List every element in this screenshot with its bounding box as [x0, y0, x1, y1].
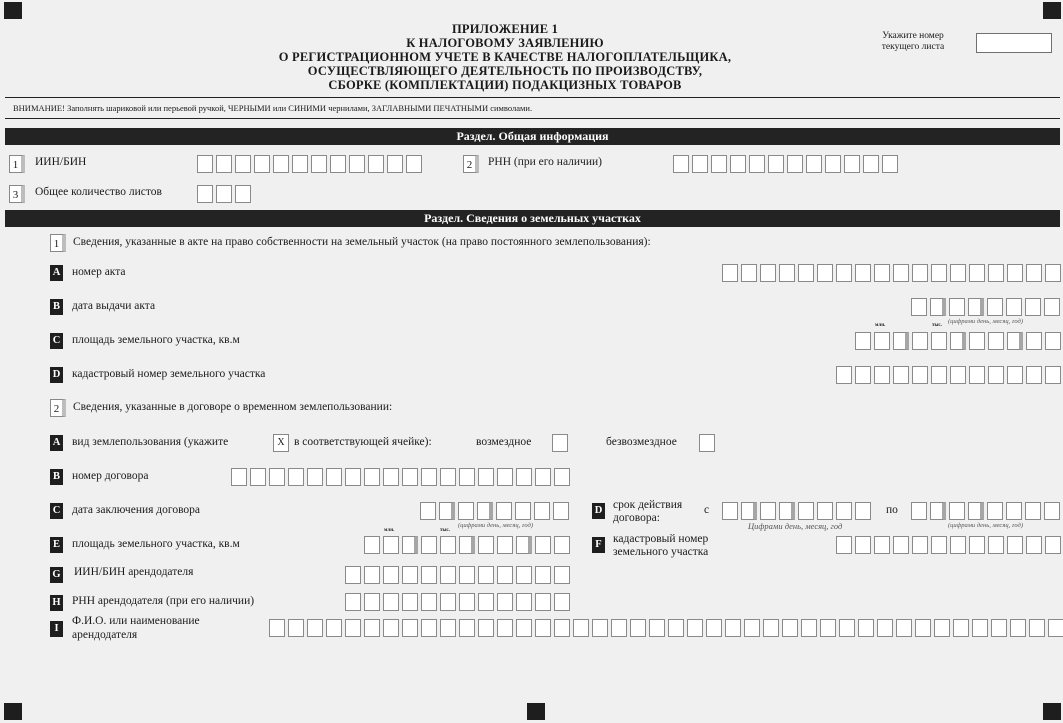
char-cell[interactable]	[798, 264, 814, 282]
char-cell[interactable]	[439, 502, 455, 520]
char-cell[interactable]	[779, 264, 795, 282]
char-cell[interactable]	[497, 619, 513, 637]
char-cell[interactable]	[497, 593, 513, 611]
thousand-mark: тыс.	[932, 323, 942, 328]
lease-contract-label: Сведения, указанные в договоре о временном землепользовании:	[73, 401, 393, 413]
divider	[5, 97, 1060, 98]
char-cell[interactable]	[554, 566, 570, 584]
char-cell[interactable]	[882, 155, 898, 173]
million-mark: млн.	[384, 528, 395, 533]
char-cell[interactable]	[292, 155, 308, 173]
char-cell[interactable]	[1026, 332, 1042, 350]
char-cell[interactable]	[968, 502, 984, 520]
char-cell[interactable]	[874, 366, 890, 384]
char-cell[interactable]	[931, 332, 947, 350]
char-cell[interactable]	[516, 536, 532, 554]
form-title	[240, 22, 770, 92]
char-cell[interactable]	[478, 619, 494, 637]
char-cell[interactable]	[288, 468, 304, 486]
char-cell[interactable]	[768, 155, 784, 173]
char-cell[interactable]	[969, 264, 985, 282]
char-cell[interactable]	[911, 298, 927, 316]
title-line: О РЕГИСТРАЦИОННОМ УЧЕТЕ В КАЧЕСТВЕ НАЛОГОПЛАТЕЛЬЩИКА,	[278, 50, 732, 64]
title-line: ОСУЩЕСТВЛЯЮЩЕГО ДЕЯТЕЛЬНОСТЬ ПО ПРОИЗВОДСТВУ,	[307, 64, 703, 78]
title-line: ПРИЛОЖЕНИЕ 1	[451, 22, 559, 36]
field-letter: B	[50, 299, 63, 315]
char-cell[interactable]	[836, 536, 852, 554]
char-cell[interactable]	[836, 264, 852, 282]
char-cell[interactable]	[364, 619, 380, 637]
char-cell[interactable]	[420, 502, 436, 520]
sheet-count-label: Общее количество листов	[35, 186, 162, 198]
char-cell[interactable]	[1026, 366, 1042, 384]
lessor-name-label: Ф.И.О. или наименование арендодателя	[72, 615, 200, 641]
char-cell[interactable]	[741, 502, 757, 520]
char-cell[interactable]	[744, 619, 760, 637]
ownership-act-label: Сведения, указанные в акте на право собственности на земельный участок (на право постоянного землепользования):	[73, 236, 651, 248]
char-cell[interactable]	[893, 366, 909, 384]
char-cell[interactable]	[953, 619, 969, 637]
act-date-input[interactable]	[911, 298, 1063, 316]
sheet-number-input[interactable]	[976, 33, 1052, 53]
char-cell[interactable]	[988, 536, 1004, 554]
char-cell[interactable]	[972, 619, 988, 637]
char-cell[interactable]	[1006, 298, 1022, 316]
corner-mark	[4, 2, 22, 19]
char-cell[interactable]	[930, 298, 946, 316]
char-cell[interactable]	[950, 332, 966, 350]
char-cell[interactable]	[288, 619, 304, 637]
char-cell[interactable]	[722, 502, 738, 520]
char-cell[interactable]	[364, 566, 380, 584]
field-letter: C	[50, 333, 63, 349]
char-cell[interactable]	[649, 619, 665, 637]
char-cell[interactable]	[364, 593, 380, 611]
field-number: 2	[463, 155, 479, 173]
act-number-label: номер акта	[72, 266, 126, 278]
char-cell[interactable]	[760, 264, 776, 282]
char-cell[interactable]	[874, 536, 890, 554]
char-cell[interactable]	[516, 468, 532, 486]
char-cell[interactable]	[478, 468, 494, 486]
char-cell[interactable]	[912, 264, 928, 282]
char-cell[interactable]	[421, 619, 437, 637]
cadastral-number-input[interactable]	[836, 366, 1063, 384]
char-cell[interactable]	[912, 536, 928, 554]
char-cell[interactable]	[1025, 502, 1041, 520]
char-cell[interactable]	[874, 332, 890, 350]
char-cell[interactable]	[440, 593, 456, 611]
char-cell[interactable]	[915, 619, 931, 637]
char-cell[interactable]	[931, 536, 947, 554]
char-cell[interactable]	[421, 468, 437, 486]
char-cell[interactable]	[820, 619, 836, 637]
char-cell[interactable]	[349, 155, 365, 173]
char-cell[interactable]	[741, 264, 757, 282]
char-cell[interactable]	[711, 155, 727, 173]
date-hint: (цифрами день, месяц, год)	[458, 522, 533, 529]
char-cell[interactable]	[368, 155, 384, 173]
char-cell[interactable]	[497, 468, 513, 486]
char-cell[interactable]	[893, 536, 909, 554]
contract-number-label: номер договора	[72, 470, 149, 482]
char-cell[interactable]	[730, 155, 746, 173]
char-cell[interactable]	[763, 619, 779, 637]
char-cell[interactable]	[478, 566, 494, 584]
field-number: 3	[9, 185, 25, 203]
corner-mark	[527, 703, 545, 720]
section-general-header: Раздел. Общая информация	[5, 128, 1060, 145]
char-cell[interactable]	[931, 366, 947, 384]
field-number: 1	[50, 234, 66, 252]
char-cell[interactable]	[478, 536, 494, 554]
char-cell[interactable]	[311, 155, 327, 173]
char-cell[interactable]	[874, 264, 890, 282]
field-letter: B	[50, 469, 63, 485]
char-cell[interactable]	[1007, 332, 1023, 350]
char-cell[interactable]	[459, 593, 475, 611]
char-cell[interactable]	[1045, 332, 1061, 350]
lessor-iin-input[interactable]	[345, 566, 573, 584]
char-cell[interactable]	[817, 502, 833, 520]
char-cell[interactable]	[968, 298, 984, 316]
char-cell[interactable]	[1025, 298, 1041, 316]
char-cell[interactable]	[477, 502, 493, 520]
char-cell[interactable]	[858, 619, 874, 637]
date-hint: Цифрами день, месяц, год	[748, 521, 843, 531]
char-cell[interactable]	[216, 155, 232, 173]
char-cell[interactable]	[911, 502, 927, 520]
char-cell[interactable]	[269, 619, 285, 637]
char-cell[interactable]	[535, 536, 551, 554]
char-cell[interactable]	[1007, 264, 1023, 282]
char-cell[interactable]	[383, 593, 399, 611]
char-cell[interactable]	[326, 468, 342, 486]
char-cell[interactable]	[440, 566, 456, 584]
char-cell[interactable]	[912, 332, 928, 350]
char-cell[interactable]	[1044, 298, 1060, 316]
char-cell[interactable]	[554, 593, 570, 611]
char-cell[interactable]	[535, 566, 551, 584]
char-cell[interactable]	[950, 366, 966, 384]
char-cell[interactable]	[1045, 536, 1061, 554]
lessor-rnn-label: РНН арендодателя (при его наличии)	[72, 595, 255, 607]
char-cell[interactable]	[273, 155, 289, 173]
char-cell[interactable]	[931, 264, 947, 282]
free-option-label: безвозмездное	[606, 436, 677, 448]
char-cell[interactable]	[1045, 264, 1061, 282]
char-cell[interactable]	[440, 468, 456, 486]
char-cell[interactable]	[725, 619, 741, 637]
char-cell[interactable]	[855, 366, 871, 384]
attention-note: ВНИМАНИЕ! Заполнять шариковой или перьевой ручкой, ЧЕРНЫМИ или СИНИМИ чернилами, ЗАГЛАВНЫМИ ПЕЧАТНЫМИ символами.	[13, 103, 533, 113]
field-letter: A	[50, 435, 63, 451]
char-cell[interactable]	[991, 619, 1007, 637]
char-cell[interactable]	[806, 155, 822, 173]
char-cell[interactable]	[630, 619, 646, 637]
char-cell[interactable]	[383, 566, 399, 584]
field-letter: F	[592, 537, 605, 553]
sheet-number-label: Укажите номер текущего листа	[881, 31, 945, 52]
contract-term-label: срок действия договора:	[613, 499, 683, 524]
char-cell[interactable]	[364, 536, 380, 554]
lessor-rnn-input[interactable]	[345, 593, 573, 611]
char-cell[interactable]	[231, 468, 247, 486]
field-number: 2	[50, 399, 66, 417]
char-cell[interactable]	[402, 619, 418, 637]
char-cell[interactable]	[893, 332, 909, 350]
field-letter: I	[50, 621, 63, 637]
divider	[5, 118, 1060, 119]
lease-area-label: площадь земельного участка, кв.м	[72, 538, 240, 550]
char-cell[interactable]	[687, 619, 703, 637]
char-cell[interactable]	[421, 593, 437, 611]
char-cell[interactable]	[817, 264, 833, 282]
field-letter: C	[50, 503, 63, 519]
char-cell[interactable]	[825, 155, 841, 173]
char-cell[interactable]	[1045, 366, 1061, 384]
char-cell[interactable]	[950, 264, 966, 282]
char-cell[interactable]	[988, 332, 1004, 350]
million-mark: млн.	[875, 323, 886, 328]
char-cell[interactable]	[307, 468, 323, 486]
char-cell[interactable]	[877, 619, 893, 637]
char-cell[interactable]	[863, 155, 879, 173]
char-cell[interactable]	[387, 155, 403, 173]
char-cell[interactable]	[553, 502, 569, 520]
lease-area-input[interactable]	[364, 536, 573, 554]
char-cell[interactable]	[779, 502, 795, 520]
char-cell[interactable]	[478, 593, 494, 611]
char-cell[interactable]	[930, 502, 946, 520]
lessor-name-input[interactable]	[269, 619, 1063, 637]
char-cell[interactable]	[197, 155, 213, 173]
char-cell[interactable]	[235, 185, 251, 203]
char-cell[interactable]	[673, 155, 689, 173]
rnn-label: РНН (при его наличии)	[488, 156, 602, 168]
char-cell[interactable]	[1010, 619, 1026, 637]
field-letter: A	[50, 265, 63, 281]
char-cell[interactable]	[1044, 502, 1060, 520]
field-letter: E	[50, 537, 63, 553]
char-cell[interactable]	[987, 502, 1003, 520]
char-cell[interactable]	[307, 619, 323, 637]
char-cell[interactable]	[836, 502, 852, 520]
char-cell[interactable]	[402, 536, 418, 554]
char-cell[interactable]	[787, 155, 803, 173]
char-cell[interactable]	[1029, 619, 1045, 637]
char-cell[interactable]	[497, 566, 513, 584]
char-cell[interactable]	[383, 536, 399, 554]
char-cell[interactable]	[345, 566, 361, 584]
act-number-input[interactable]	[722, 264, 1063, 282]
char-cell[interactable]	[459, 468, 475, 486]
char-cell[interactable]	[421, 536, 437, 554]
contract-date-input[interactable]	[420, 502, 572, 520]
char-cell[interactable]	[554, 468, 570, 486]
char-cell[interactable]	[706, 619, 722, 637]
char-cell[interactable]	[855, 264, 871, 282]
char-cell[interactable]	[383, 619, 399, 637]
corner-mark	[4, 703, 22, 720]
free-checkbox[interactable]	[699, 434, 718, 452]
title-line: К НАЛОГОВОМУ ЗАЯВЛЕНИЮ	[406, 36, 604, 50]
char-cell[interactable]	[459, 566, 475, 584]
char-cell[interactable]	[496, 502, 512, 520]
char-cell[interactable]	[699, 434, 715, 452]
char-cell[interactable]	[440, 536, 456, 554]
char-cell[interactable]	[235, 155, 251, 173]
char-cell[interactable]	[1026, 264, 1042, 282]
corner-mark	[1043, 703, 1061, 720]
char-cell[interactable]	[969, 332, 985, 350]
char-cell[interactable]	[592, 619, 608, 637]
iin-bin-label: ИИН/БИН	[35, 156, 87, 168]
char-cell[interactable]	[326, 619, 342, 637]
contract-number-input[interactable]	[231, 468, 573, 486]
char-cell[interactable]	[1006, 502, 1022, 520]
char-cell[interactable]	[934, 619, 950, 637]
corner-mark	[1043, 2, 1061, 19]
char-cell[interactable]	[535, 593, 551, 611]
lease-cadastral-label: кадастровый номер земельного участка	[613, 533, 709, 558]
char-cell[interactable]	[969, 536, 985, 554]
land-use-type-label: вид землепользования (укажите	[72, 436, 229, 448]
char-cell[interactable]	[896, 619, 912, 637]
char-cell[interactable]	[345, 468, 361, 486]
date-hint: (цифрами день, месяц, год)	[948, 318, 1023, 325]
char-cell[interactable]	[668, 619, 684, 637]
char-cell[interactable]	[836, 366, 852, 384]
sheet-count-input[interactable]	[197, 185, 254, 203]
char-cell[interactable]	[949, 298, 965, 316]
field-letter: G	[50, 567, 63, 583]
char-cell[interactable]	[950, 536, 966, 554]
char-cell[interactable]	[406, 155, 422, 173]
land-use-type-label-end: в соответствующей ячейке):	[294, 436, 432, 448]
char-cell[interactable]	[969, 366, 985, 384]
title-line: СБОРКЕ (КОМПЛЕКТАЦИИ) ПОДАКЦИЗНЫХ ТОВАРОВ	[328, 78, 682, 92]
char-cell[interactable]	[1048, 619, 1063, 637]
char-cell[interactable]	[421, 566, 437, 584]
char-cell[interactable]	[535, 619, 551, 637]
char-cell[interactable]	[1026, 536, 1042, 554]
paid-option-label: возмездное	[476, 436, 532, 448]
field-letter: D	[592, 503, 605, 519]
char-cell[interactable]	[798, 502, 814, 520]
thousand-mark: тыс.	[440, 528, 450, 533]
char-cell[interactable]	[749, 155, 765, 173]
char-cell[interactable]	[552, 434, 568, 452]
term-to-label: по	[886, 504, 898, 516]
term-to-input[interactable]	[911, 502, 1063, 520]
term-from-input[interactable]	[722, 502, 874, 520]
paid-checkbox[interactable]	[552, 434, 571, 452]
char-cell[interactable]	[855, 332, 871, 350]
char-cell[interactable]	[987, 298, 1003, 316]
rnn-input[interactable]	[673, 155, 901, 173]
char-cell[interactable]	[949, 502, 965, 520]
char-cell[interactable]	[345, 619, 361, 637]
char-cell[interactable]	[402, 468, 418, 486]
char-cell[interactable]	[692, 155, 708, 173]
char-cell[interactable]	[988, 264, 1004, 282]
char-cell[interactable]	[330, 155, 346, 173]
char-cell[interactable]	[269, 468, 285, 486]
contract-date-label: дата заключения договора	[72, 504, 201, 516]
char-cell[interactable]	[345, 593, 361, 611]
char-cell[interactable]	[516, 619, 532, 637]
char-cell[interactable]	[893, 264, 909, 282]
term-from-label: с	[704, 504, 710, 516]
char-cell[interactable]	[573, 619, 589, 637]
char-cell[interactable]	[554, 536, 570, 554]
char-cell[interactable]	[216, 185, 232, 203]
char-cell[interactable]	[254, 155, 270, 173]
x-mark-example: X	[273, 434, 289, 452]
plot-area-label: площадь земельного участка, кв.м	[72, 334, 240, 346]
char-cell[interactable]	[364, 468, 380, 486]
char-cell[interactable]	[402, 593, 418, 611]
char-cell[interactable]	[782, 619, 798, 637]
char-cell[interactable]	[516, 593, 532, 611]
field-number: 1	[9, 155, 25, 173]
char-cell[interactable]	[440, 619, 456, 637]
char-cell[interactable]	[197, 185, 213, 203]
char-cell[interactable]	[515, 502, 531, 520]
char-cell[interactable]	[611, 619, 627, 637]
act-date-label: дата выдачи акта	[72, 300, 156, 312]
char-cell[interactable]	[1007, 536, 1023, 554]
char-cell[interactable]	[855, 536, 871, 554]
char-cell[interactable]	[402, 566, 418, 584]
iin-bin-input[interactable]	[197, 155, 425, 173]
char-cell[interactable]	[383, 468, 399, 486]
char-cell[interactable]	[1007, 366, 1023, 384]
char-cell[interactable]	[554, 619, 570, 637]
char-cell[interactable]	[534, 502, 550, 520]
char-cell[interactable]	[839, 619, 855, 637]
lessor-iin-label: ИИН/БИН арендодателя	[74, 566, 194, 578]
char-cell[interactable]	[801, 619, 817, 637]
char-cell[interactable]	[844, 155, 860, 173]
char-cell[interactable]	[516, 566, 532, 584]
section-land-header: Раздел. Сведения о земельных участках	[5, 210, 1060, 227]
lease-cadastral-input[interactable]	[836, 536, 1063, 554]
cadastral-number-label: кадастровый номер земельного участка	[72, 368, 266, 380]
char-cell[interactable]	[459, 619, 475, 637]
char-cell[interactable]	[459, 536, 475, 554]
char-cell[interactable]	[912, 366, 928, 384]
char-cell[interactable]	[855, 502, 871, 520]
char-cell[interactable]	[250, 468, 266, 486]
char-cell[interactable]	[760, 502, 776, 520]
char-cell[interactable]	[988, 366, 1004, 384]
date-hint: (цифрами день, месяц, год)	[948, 522, 1023, 529]
char-cell[interactable]	[722, 264, 738, 282]
field-letter: H	[50, 595, 63, 611]
char-cell[interactable]	[535, 468, 551, 486]
char-cell[interactable]	[497, 536, 513, 554]
field-letter: D	[50, 367, 63, 383]
char-cell[interactable]	[458, 502, 474, 520]
plot-area-input[interactable]	[855, 332, 1063, 350]
